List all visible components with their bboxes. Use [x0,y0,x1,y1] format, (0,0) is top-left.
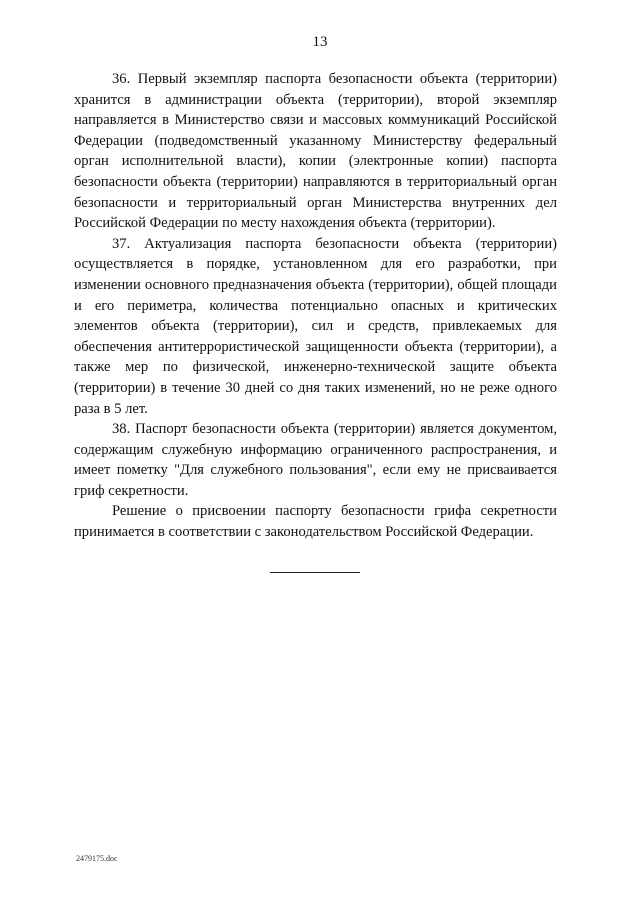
document-body [74,69,557,543]
page-number: 13 [312,34,328,50]
paragraph-37: 37. Актуализация паспорта безопасности объекта (территории) осуществляется в порядке, установленном для его разработки, при изменении основного предназначения объекта (территории), общей площади и его периметра, количества потенциально опасных и критических элементов объекта (территории), сил и средств, привлекаемых для обеспечения антитеррористической защищенности объекта (территории), а также мер по физической, инженерно-технической защите объекта (территории) в течение 30 дней со дня таких изменений, но не реже одного раза в 5 лет. [74,235,557,417]
document-file-code: 2479175.doc [76,854,118,863]
paragraph-38: 38. Паспорт безопасности объекта (территории) является документом, содержащим служебную информацию ограниченного распространения, и имеет пометку "Для служебного пользования", если ему не присваивается гриф секретности. [74,421,557,499]
paragraph-secrecy-decision: Решение о присвоении паспорту безопасности грифа секретности принимается в соответствии с законодательством Российской Федерации. [74,503,557,541]
end-separator-line [270,572,360,573]
paragraph-36: 36. Первый экземпляр паспорта безопасности объекта (территории) хранится в администрации объекта (территории), второй экземпляр направляется в Министерство связи и массовых коммуникаций Российской Федерации (подведомственный указанному Министерству федеральный орган исполнительной власти), копии (электронные копии) паспорта безопасности объекта (территории) направляются в территориальный орган безопасности и территориальный орган Министерства внутренних дел Российской Федерации по месту нахождения объекта (территории). [74,71,557,232]
